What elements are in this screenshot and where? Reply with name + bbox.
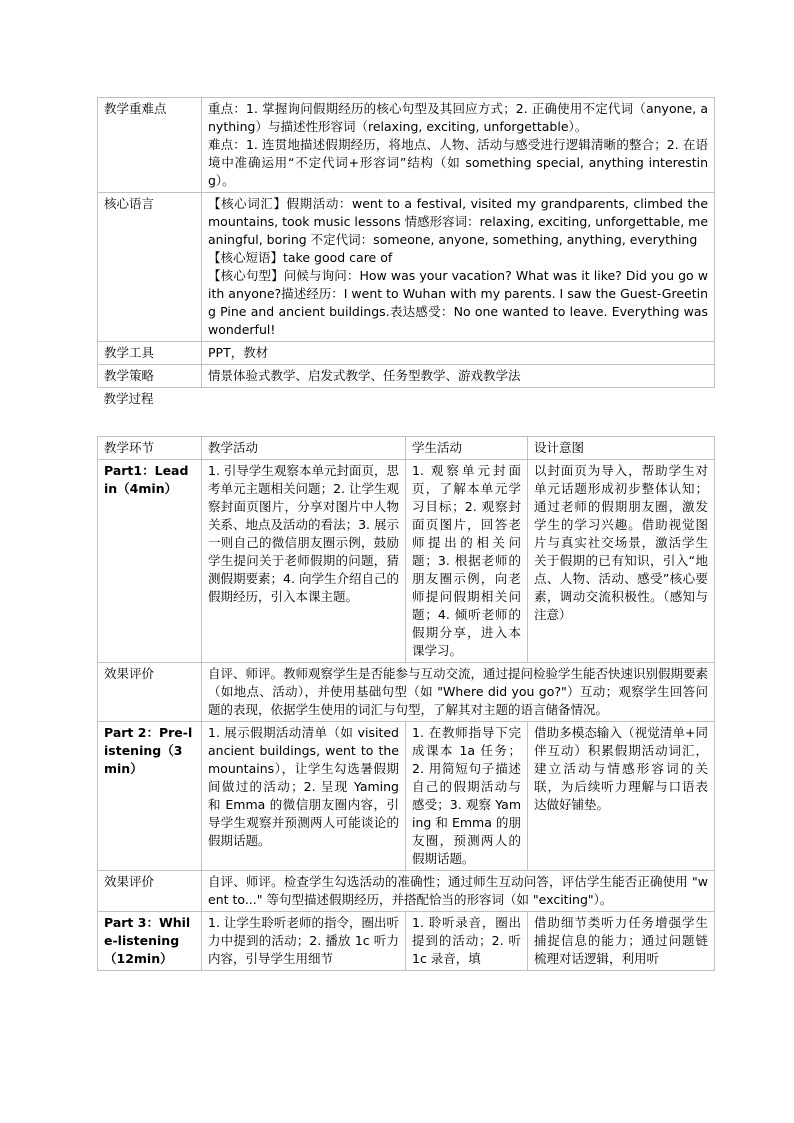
row-process-title bbox=[98, 388, 715, 437]
row-part1 bbox=[98, 460, 715, 663]
eval-content: 自评、师评。教师观察学生是否能参与互动交流，通过提问检验学生能否快速识别假期要素（如地点、活动），并使用基础句型（如 "Where did you go?"）互动；观察学生回答问题的表现，依据学生使用的词汇与句型，了解其对主题的语言储备情况。 bbox=[202, 663, 715, 722]
eval-content: 自评、师评。检查学生勾选活动的准确性；通过师生互动问答，评估学生能否正确使用 "went to..." 等句型描述假期经历，并搭配恰当的形容词（如 "exciting"）。 bbox=[202, 871, 715, 912]
design-intent: 借助细节类听力任务增强学生捕捉信息的能力；通过问题链梳理对话逻辑，利用听 bbox=[528, 912, 715, 971]
lesson-plan-document bbox=[97, 97, 714, 971]
row-part2-eval bbox=[98, 871, 715, 912]
row-label: 教学工具 bbox=[98, 342, 202, 365]
eval-label: 效果评价 bbox=[98, 871, 202, 912]
row-strategies bbox=[98, 365, 715, 388]
row-tools bbox=[98, 342, 715, 365]
row-headers bbox=[98, 437, 715, 460]
header-intent: 设计意图 bbox=[528, 437, 715, 460]
teacher-activity: 1. 引导学生观察本单元封面页，思考单元主题相关问题；2. 让学生观察封面页图片，分享对图片中人物关系、地点及活动的看法；3. 展示一则自己的微信朋友圈示例，鼓励学生提问关于老师假期的问题，猜测假期要素；4. 向学生介绍自己的假期经历，引入本课主题。 bbox=[202, 460, 406, 663]
row-key-difficulties bbox=[98, 98, 715, 193]
process-title: 教学过程 bbox=[98, 388, 715, 437]
header-student: 学生活动 bbox=[406, 437, 528, 460]
stage-cell: Part 2：Pre-listening（3min） bbox=[98, 722, 202, 871]
teacher-activity: 1. 让学生聆听老师的指令，圈出听力中提到的活动；2. 播放 1c 听力内容，引导学生用细节 bbox=[202, 912, 406, 971]
row-core-language bbox=[98, 193, 715, 342]
row-label: 核心语言 bbox=[98, 193, 202, 342]
header-teacher: 教学活动 bbox=[202, 437, 406, 460]
row-content: 重点：1. 掌握询问假期经历的核心句型及其回应方式；2. 正确使用不定代词（anyone, anything）与描述性形容词（relaxing, exciting, unforgettable）。 难点：1. 连贯地描述假期经历，将地点、人物、活动与感受进行逻辑清晰的整合；2. 在语境中准确运用“不定代词+形容词”结构（如 something special, anything interesting）。 bbox=[202, 98, 715, 193]
design-intent: 借助多模态输入（视觉清单+同伴互动）积累假期活动词汇，建立活动与情感形容词的关联，为后续听力理解与口语表达做好铺垫。 bbox=[528, 722, 715, 871]
row-part1-eval bbox=[98, 663, 715, 722]
row-label: 教学重难点 bbox=[98, 98, 202, 193]
row-part3 bbox=[98, 912, 715, 971]
student-activity: 1. 聆听录音，圈出提到的活动；2. 听 1c 录音，填 bbox=[406, 912, 528, 971]
design-intent: 以封面页为导入，帮助学生对单元话题形成初步整体认知；通过老师的假期朋友圈，激发学生的学习兴趣。借助视觉图片与真实社交场景，激活学生关于假期的已有知识，引入“地点、人物、活动、感受”核心要素，调动交流积极性。（感知与注意） bbox=[528, 460, 715, 663]
row-content: 情景体验式教学、启发式教学、任务型教学、游戏教学法 bbox=[202, 365, 715, 388]
row-part2 bbox=[98, 722, 715, 871]
stage-cell: Part1：Lead in（4min） bbox=[98, 460, 202, 663]
header-stage: 教学环节 bbox=[98, 437, 202, 460]
eval-label: 效果评价 bbox=[98, 663, 202, 722]
lesson-plan-table bbox=[97, 97, 715, 971]
stage-cell: Part 3：While-listening（12min） bbox=[98, 912, 202, 971]
student-activity: 1. 观察单元封面页，了解本单元学习目标；2. 观察封面页图片，回答老师提出的相关问题；3. 根据老师的朋友圈示例，向老师提问假期相关问题；4. 倾听老师的假期分享，进入本课学习。 bbox=[406, 460, 528, 663]
student-activity: 1. 在教师指导下完成课本 1a 任务；2. 用简短句子描述自己的假期活动与感受；3. 观察 Yaming 和 Emma 的朋友圈，预测两人的假期话题。 bbox=[406, 722, 528, 871]
row-content: 【核心词汇】假期活动：went to a festival, visited my grandparents, climbed the mountains, took music lessons 情感形容词：relaxing, exciting, unforgettable, meaningful, boring 不定代词：someone, anyone, something, anything, everything 【核心短语】take good care of 【核心句型】问候与询问：How was your vacation? What was it like? Did you go with anyone?描述经历：I went to Wuhan with my parents. I saw the Guest-Greeting Pine and ancient buildings.表达感受：No one wanted to leave. Everything was wonderful! bbox=[202, 193, 715, 342]
teacher-activity: 1. 展示假期活动清单（如 visited ancient buildings, went to the mountains），让学生勾选暑假期间做过的活动；2. 呈现 Yaming 和 Emma 的微信朋友圈内容，引导学生观察并预测两人可能谈论的假期话题。 bbox=[202, 722, 406, 871]
row-content: PPT，教材 bbox=[202, 342, 715, 365]
row-label: 教学策略 bbox=[98, 365, 202, 388]
